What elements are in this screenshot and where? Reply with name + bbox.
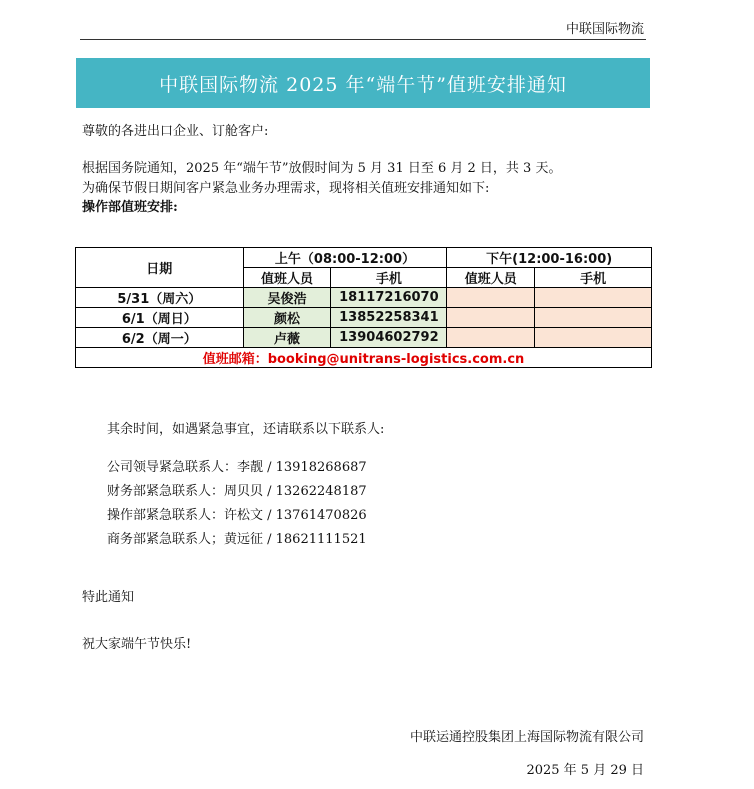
- pm-phone-cell: [535, 308, 652, 328]
- body-line-1: 根据国务院通知，2025 年“端午节”放假时间为 5 月 31 日至 6 月 2 日，共 3 天。: [82, 161, 562, 176]
- pm-staff-cell: [447, 288, 535, 308]
- body-line-2: 为确保节假日期间客户紧急业务办理需求，现将相关值班安排通知如下:: [82, 181, 490, 196]
- section-heading: 操作部值班安排:: [82, 200, 178, 215]
- closing-notice: 特此通知: [82, 590, 135, 605]
- signature-date: 2025 年 5 月 29 日: [526, 763, 644, 778]
- notice-title: 中联国际物流 2025 年“端午节”值班安排通知: [159, 73, 567, 96]
- am-staff-header: 值班人员: [243, 268, 331, 288]
- am-header: 上午（08:00-12:00）: [243, 248, 447, 268]
- pm-phone-header: 手机: [535, 268, 652, 288]
- table-row: [76, 288, 652, 308]
- contact-item: 财务部紧急联系人：周贝贝 / 13262248187: [107, 484, 367, 499]
- am-staff-cell: 卢薇: [243, 328, 331, 348]
- date-cell: 6/2（周一）: [76, 328, 244, 348]
- contact-item: 操作部紧急联系人：许松文 / 13761470826: [107, 508, 367, 523]
- title-banner: [76, 58, 650, 108]
- table-row: [76, 308, 652, 328]
- pm-staff-cell: [447, 328, 535, 348]
- date-cell: 5/31（周六）: [76, 288, 244, 308]
- duty-email: 值班邮箱：booking@unitrans-logistics.com.cn: [76, 348, 652, 368]
- pm-header: 下午(12:00-16:00): [447, 248, 652, 268]
- pm-staff-header: 值班人员: [447, 268, 535, 288]
- date-header: 日期: [76, 248, 244, 288]
- am-phone-header: 手机: [331, 268, 447, 288]
- am-staff-cell: 颜松: [243, 308, 331, 328]
- date-cell: 6/1（周日）: [76, 308, 244, 328]
- duty-schedule-table: [75, 247, 652, 368]
- greeting: 尊敬的各进出口企业、订舱客户:: [82, 124, 269, 139]
- pm-phone-cell: [535, 288, 652, 308]
- contacts-intro: 其余时间，如遇紧急事宜，还请联系以下联系人:: [107, 422, 385, 437]
- table-row: [76, 328, 652, 348]
- header-company-name: 中联国际物流: [565, 22, 644, 37]
- pm-staff-cell: [447, 308, 535, 328]
- email-row: [76, 348, 652, 368]
- am-phone-cell: 18117216070: [331, 288, 447, 308]
- am-phone-cell: 13852258341: [331, 308, 447, 328]
- am-phone-cell: 13904602792: [331, 328, 447, 348]
- pm-phone-cell: [535, 328, 652, 348]
- contact-item: 公司领导紧急联系人：李靓 / 13918268687: [107, 460, 367, 475]
- closing-wish: 祝大家端午节快乐!: [82, 637, 192, 652]
- contact-item: 商务部紧急联系人；黄远征 / 18621111521: [107, 532, 367, 547]
- signature-company: 中联运通控股集团上海国际物流有限公司: [409, 730, 644, 745]
- table-header-row: [76, 248, 652, 268]
- header-divider: [80, 39, 646, 40]
- am-staff-cell: 吴俊浩: [243, 288, 331, 308]
